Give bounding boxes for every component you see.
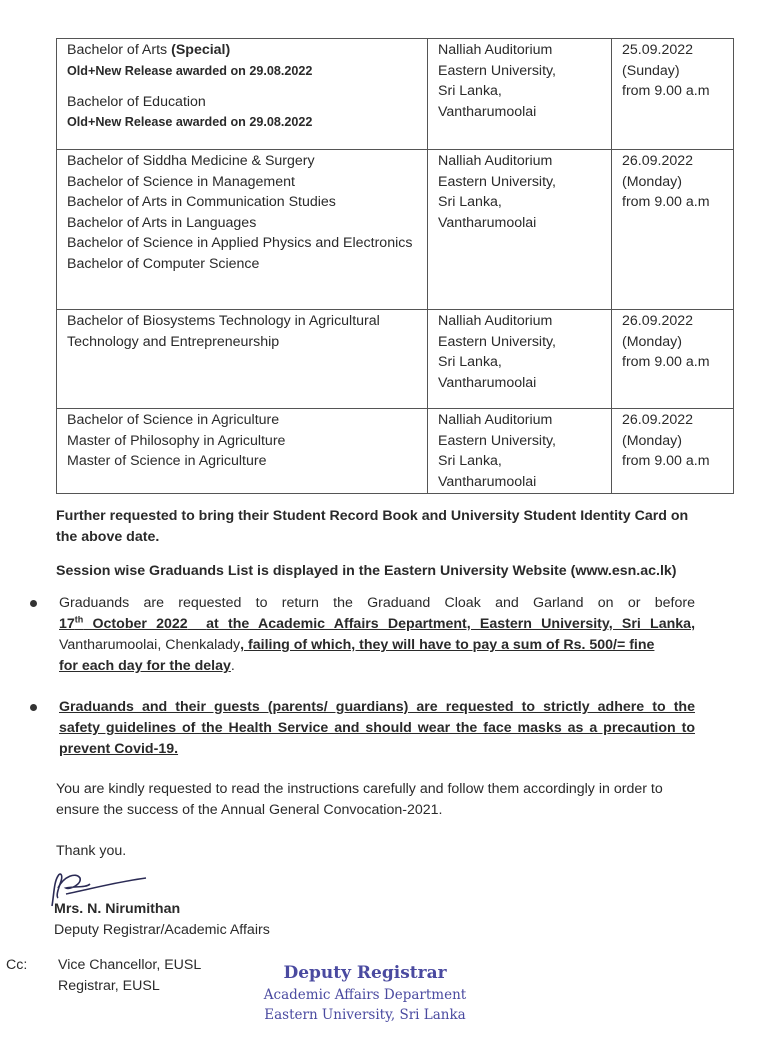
programmes-cell: Bachelor of Biosystems Technology in Agricultural Technology and Entrepreneurship	[57, 310, 428, 409]
programmes-cell: Bachelor of Siddha Medicine & Surgery Bachelor of Science in Management Bachelor of Arts in Communication Studies Bachelor of Arts in Languages Bachelor of Science in Applied Physics and Electronics Bachelor of Computer Science	[57, 150, 428, 310]
date-cell: 25.09.2022 (Sunday) from 9.00 a.m	[612, 39, 734, 150]
table-row	[57, 39, 734, 150]
bullet-icon	[30, 600, 37, 607]
official-stamp: Deputy Registrar Academic Affairs Department Eastern University, Sri Lanka	[263, 963, 467, 1023]
programmes-cell: Bachelor of Science in Agriculture Master of Philosophy in Agriculture Master of Science in Agriculture	[57, 409, 428, 494]
covid-safety-instruction: Graduands and their guests (parents/ guardians) are requested to strictly adhere to the safety guidelines of the Health Service and should wear the face masks as a precaution to prevent Covid-19.	[59, 699, 695, 757]
table-row	[57, 409, 734, 494]
signatory-title: Deputy Registrar/Academic Affairs	[54, 922, 270, 938]
record-book-note: Further requested to bring their Student Record Book and University Student Identity Card on the above date.	[56, 508, 689, 545]
bullet-icon	[30, 704, 37, 711]
programme: Bachelor of Education	[67, 93, 206, 110]
convocation-schedule-table	[56, 38, 734, 494]
venue-cell: Nalliah Auditorium Eastern University, Sri Lanka, Vantharumoolai	[428, 150, 612, 310]
signatory-block	[54, 899, 270, 941]
date-cell: 26.09.2022 (Monday) from 9.00 a.m	[612, 150, 734, 310]
cc-label: Cc:	[6, 957, 28, 973]
cloak-return-instruction: Graduands are requested to return the Graduand Cloak and Garland on or before 17th October 2022 at the Academic Affairs Department, Eastern University, Sri Lanka, Vantharumoolai, Chenkalady, failing of which, they will have to pay a sum of Rs. 500/= fine for each day for the delay.	[59, 595, 696, 674]
venue-cell: Nalliah Auditorium Eastern University, Sri Lanka, Vantharumoolai	[428, 39, 612, 150]
graduands-list-note: Session wise Graduands List is displayed in the Eastern University Website (www.esn.ac.lk)	[56, 563, 677, 579]
programme: Bachelor of Arts (Special)	[67, 42, 231, 58]
release-note: Old+New Release awarded on 29.08.2022	[67, 115, 313, 130]
thank-you: Thank you.	[56, 843, 127, 859]
table-row	[57, 310, 734, 409]
venue-cell: Nalliah Auditorium Eastern University, Sri Lanka, Vantharumoolai	[428, 310, 612, 409]
table-row	[57, 150, 734, 310]
signatory-name: Mrs. N. Nirumithan	[54, 901, 181, 917]
venue-cell: Nalliah Auditorium Eastern University, Sri Lanka, Vantharumoolai	[428, 409, 612, 494]
date-cell: 26.09.2022 (Monday) from 9.00 a.m	[612, 409, 734, 494]
programmes-cell	[57, 39, 428, 150]
closing-instructions: You are kindly requested to read the instructions carefully and follow them accordingly in order to ensure the success of the Annual General Convocation-2021.	[56, 781, 663, 818]
date-cell: 26.09.2022 (Monday) from 9.00 a.m	[612, 310, 734, 409]
cc-recipients: Vice Chancellor, EUSL Registrar, EUSL	[58, 957, 202, 994]
release-note: Old+New Release awarded on 29.08.2022	[67, 63, 313, 78]
